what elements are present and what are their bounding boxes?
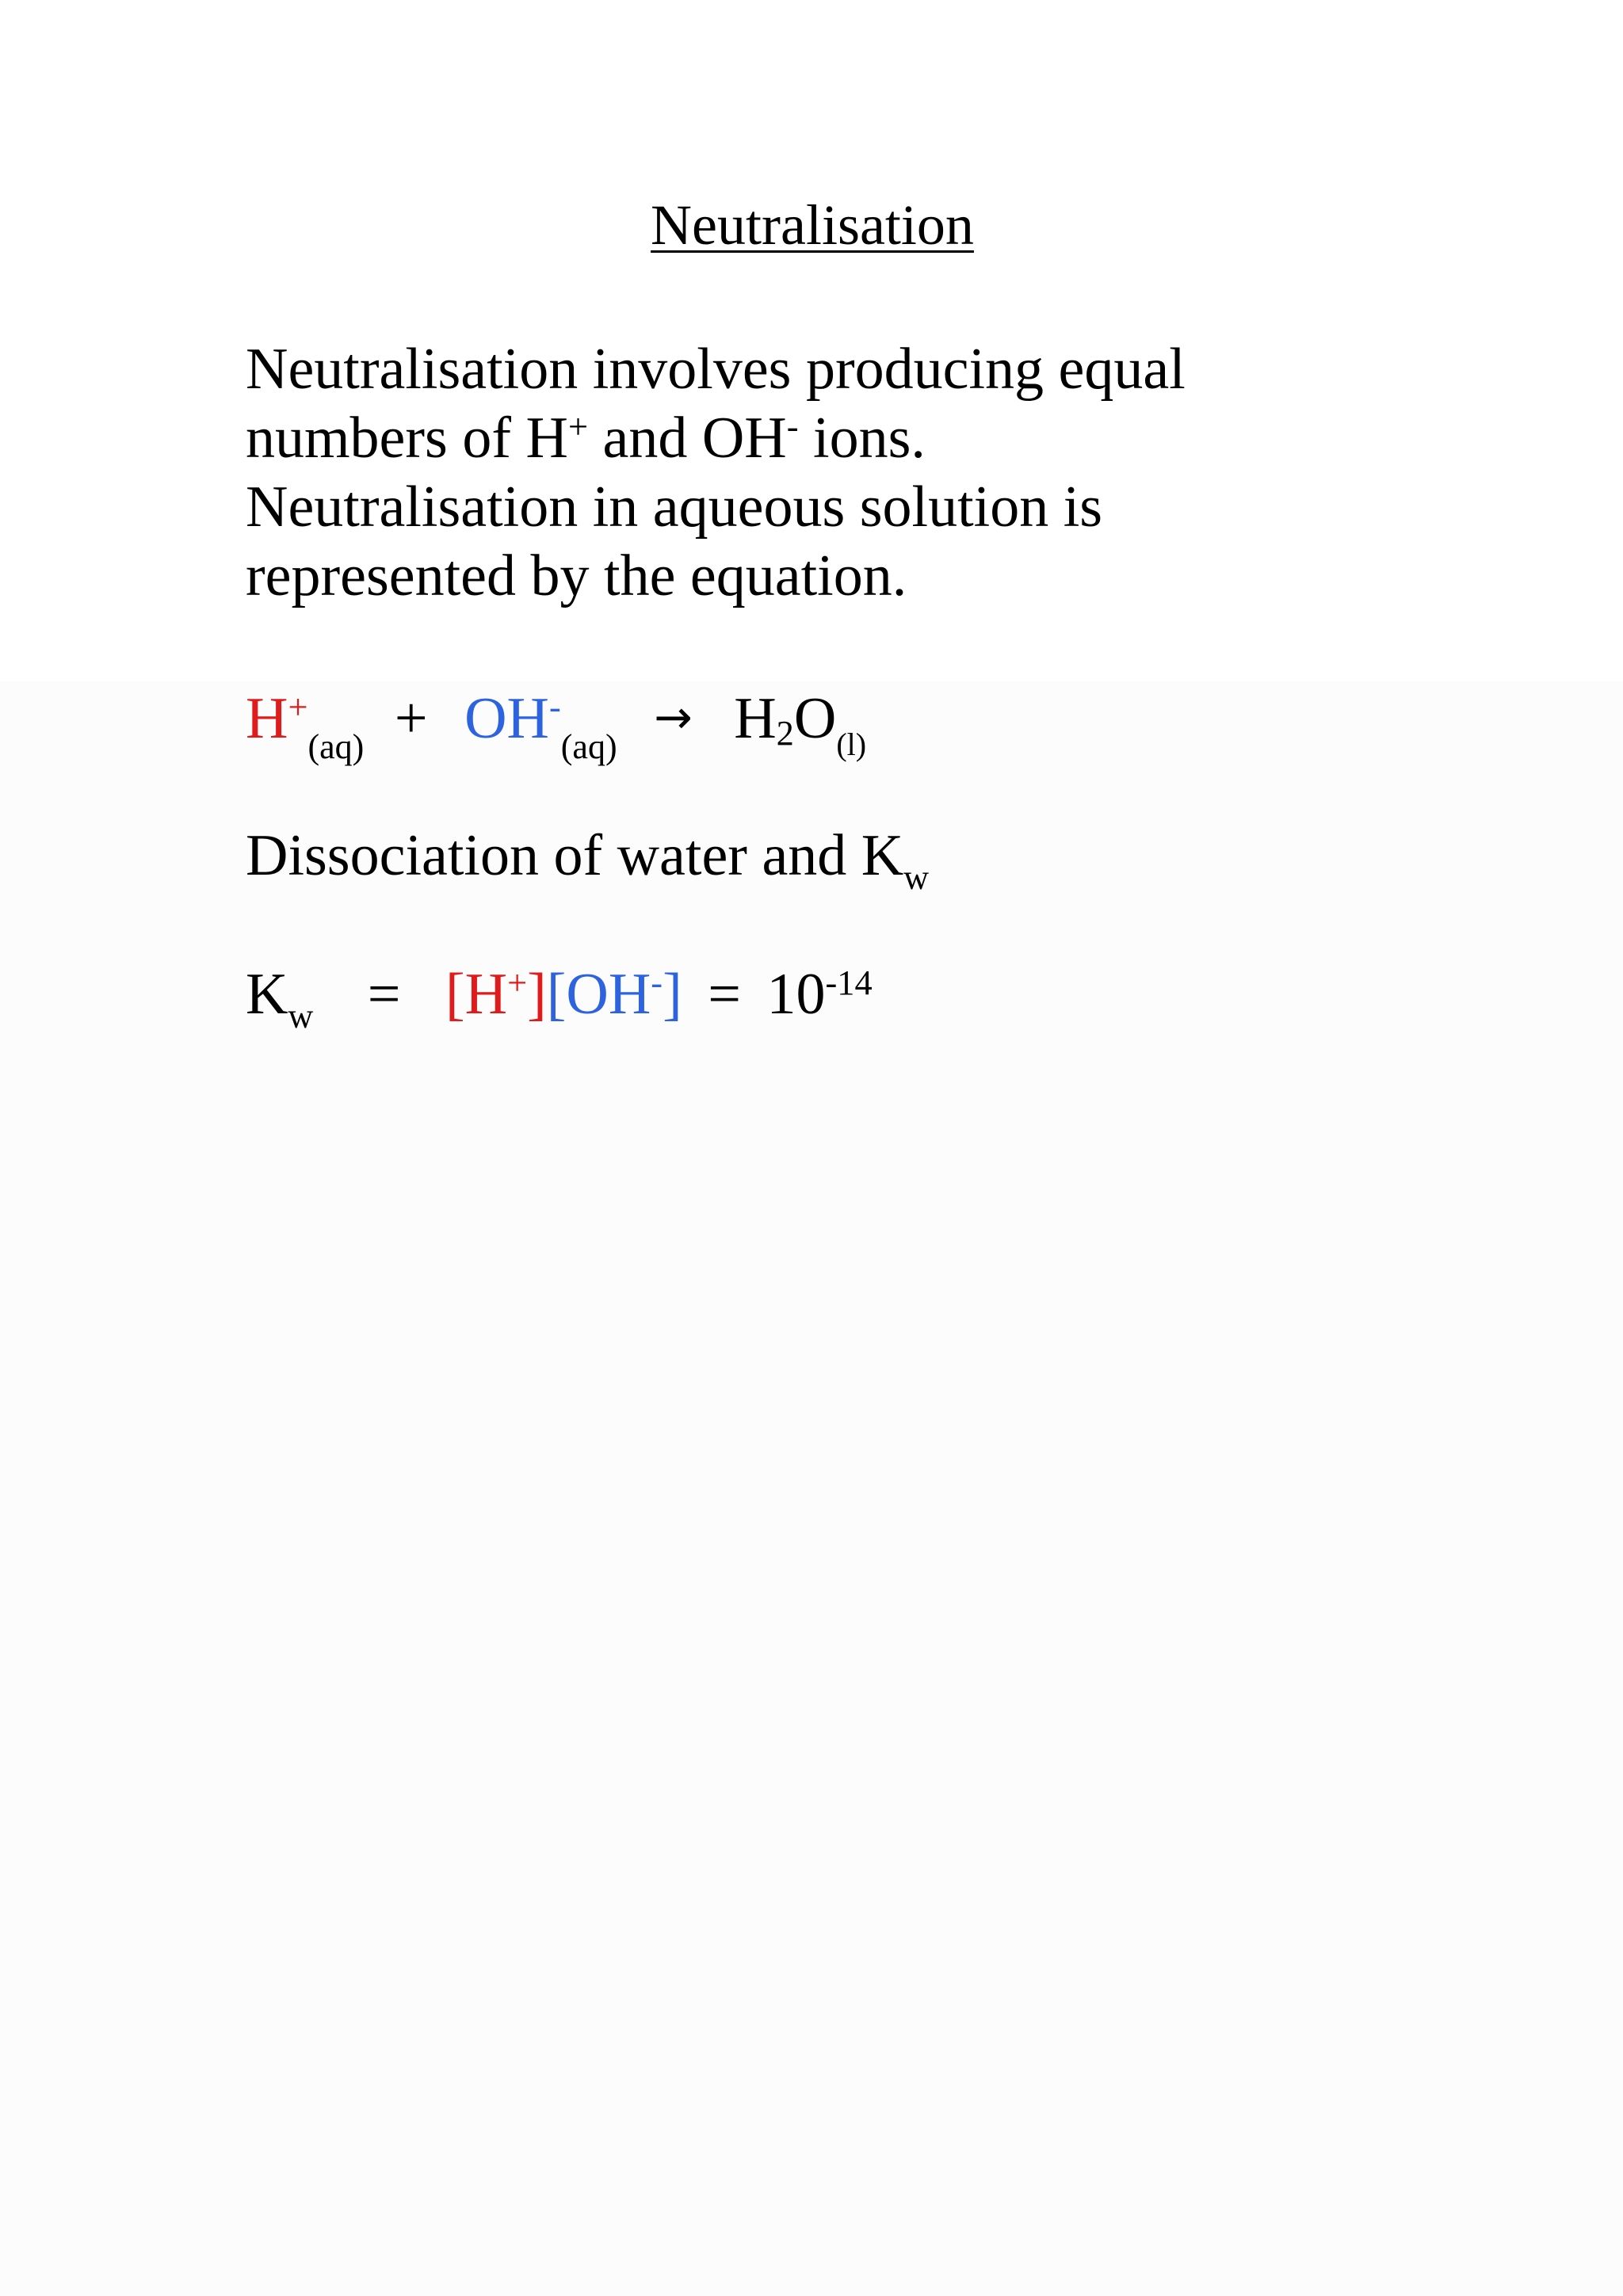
neutralisation-equation <box>246 683 867 766</box>
hydroxide-ion: OH- <box>464 686 561 751</box>
intro-line-2: numbers of H+ and OH- ions. <box>246 406 926 471</box>
intro-line-3: Neutralisation in aqueous solution is <box>246 475 1103 540</box>
intro-line-4: represented by the equation. <box>246 543 907 608</box>
intro-line-1: Neutralisation involves producing equal <box>246 337 1186 402</box>
kw-expression <box>246 959 873 1038</box>
kw-symbol: $K_w$ <box>246 962 314 1035</box>
hydrogen-state: (aq) <box>307 727 365 766</box>
dissociation-heading: Dissociation of water and $K_w$ <box>246 823 930 897</box>
reaction-arrow-icon: → <box>654 690 693 744</box>
hydroxide-concentration: [OH-] <box>546 962 682 1027</box>
h-plus-charge: + <box>567 406 588 446</box>
plus-sign: + <box>394 686 428 751</box>
equals-sign: = <box>367 962 401 1027</box>
kw-value: $10^{-14}$ <box>766 962 873 1027</box>
page-title: Neutralisation <box>651 193 974 257</box>
hydrogen-ion: H+ <box>246 686 308 751</box>
equals-sign-2: = <box>708 962 741 1027</box>
water-product: $H_2O_{(l)}$ <box>734 686 867 762</box>
intro-paragraph <box>246 335 1186 611</box>
hydroxide-state: (aq) <box>560 727 617 766</box>
oh-minus-charge: - <box>786 406 799 446</box>
hydrogen-concentration: [H+] <box>445 962 547 1027</box>
